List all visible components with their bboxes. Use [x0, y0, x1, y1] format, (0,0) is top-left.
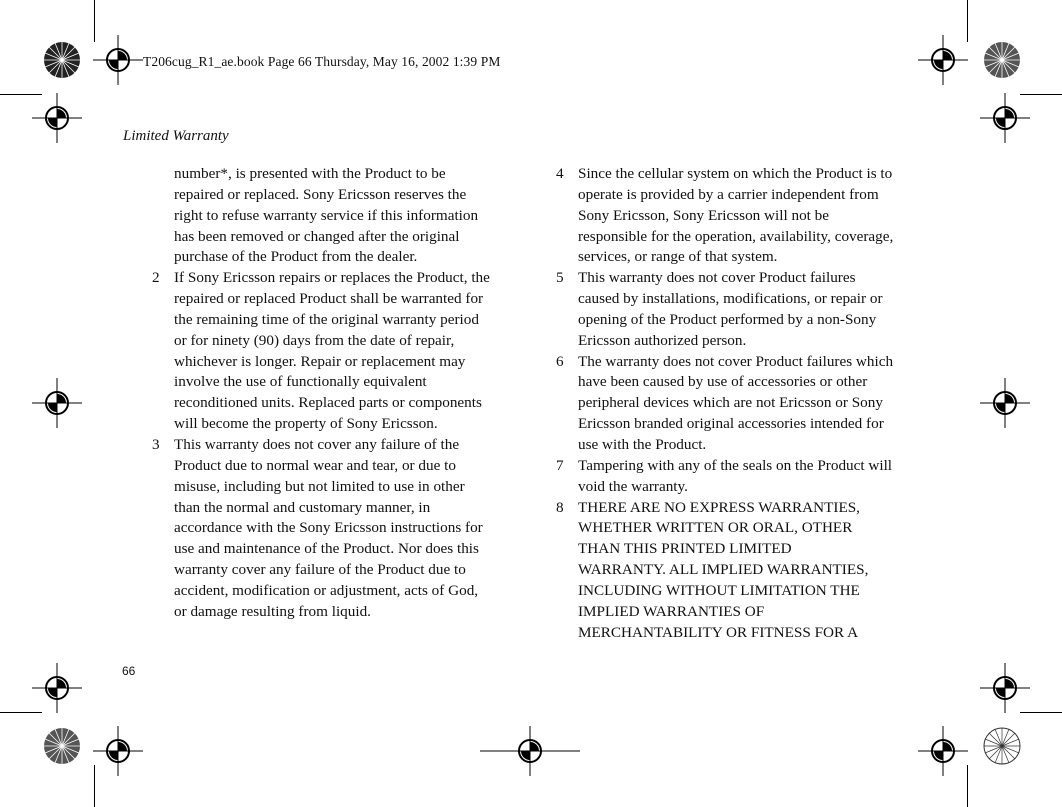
registration-target-icon [93, 35, 143, 85]
registration-target-icon [918, 35, 968, 85]
starburst-mark-icon [42, 40, 82, 80]
item-number: 2 [152, 269, 160, 287]
running-head: Limited Warranty [123, 128, 229, 144]
item-text: The warranty does not cover Product failures which have been caused by use of accessories or other peripheral devices which are not Ericsson or Sony Ericsson branded original accessories intended for use with the Product. [578, 352, 894, 453]
list-item [552, 352, 912, 456]
item-number: 3 [152, 435, 160, 453]
list-item [552, 456, 912, 498]
list-item [552, 164, 912, 268]
page-number: 66 [122, 664, 136, 678]
item-text: If Sony Ericsson repairs or replaces the Product, the repaired or replaced Product shall be warranted for the remaining time of the original warranty period or for ninety (90) days from the date of repair, whichever is longer. Repair or replacement may involve the use of functionally equivalent reconditioned units. Replaced parts or components will become the property of Sony Ericsson. [174, 269, 490, 433]
item-number: 6 [556, 352, 564, 370]
list-item [148, 268, 508, 435]
left-column [148, 164, 508, 623]
starburst-mark-icon [982, 40, 1022, 80]
registration-target-icon [980, 378, 1030, 428]
registration-target-icon [32, 378, 82, 428]
item-text: This warranty does not cover any failure of the Product due to normal wear and tear, or due to misuse, including but not limited to use in other than the normal and customary manner, in accordance with the Sony Ericsson instructions for use and maintenance of the Product. Nor does this warranty cover any failure of the Product due to accident, modification or adjustment, acts of God, or damage resulting from liquid. [174, 435, 483, 620]
starburst-mark-icon [42, 726, 82, 766]
registration-target-icon [480, 726, 580, 776]
continuation-paragraph: number*, is presented with the Product to be repaired or replaced. Sony Ericsson reserves the right to refuse warranty service if this information has been removed or changed after the original purchase of the Product from the dealer. [174, 165, 479, 266]
list-item [552, 498, 912, 644]
item-number: 7 [556, 456, 564, 474]
item-text: Tampering with any of the seals on the Product will void the warranty. [578, 456, 893, 495]
item-number: 4 [556, 165, 564, 182]
registration-target-icon [980, 663, 1030, 713]
right-column [552, 164, 912, 643]
item-text: THERE ARE NO EXPRESS WARRANTIES, WHETHER WRITTEN OR ORAL, OTHER THAN THIS PRINTED LIMITED WARRANTY. ALL IMPLIED WARRANTIES, INCLUDING WITHOUT LIMITATION THE IMPLIED WARRANTIES OF MERCHANTABILITY OR FITNESS FOR A [578, 498, 869, 641]
registration-target-icon [93, 726, 143, 776]
registration-target-icon [32, 93, 82, 143]
list-item [552, 268, 912, 351]
registration-target-icon [918, 726, 968, 776]
item-number: 5 [556, 269, 564, 287]
list-item [148, 435, 508, 623]
registration-target-icon [32, 663, 82, 713]
item-text: Since the cellular system on which the Product is to operate is provided by a carrier independent from Sony Ericsson, Sony Ericsson will not be responsible for the operation, availability, coverage, services, or range of that system. [578, 165, 894, 266]
print-slug: T206cug_R1_ae.book Page 66 Thursday, May 16, 2002 1:39 PM [143, 54, 501, 69]
item-text: This warranty does not cover Product failures caused by installations, modifications, or repair or opening of the Product performed by a non-Sony Ericsson authorized person. [578, 269, 883, 349]
item-number: 8 [556, 498, 564, 516]
registration-target-icon [980, 93, 1030, 143]
starburst-mark-icon [982, 726, 1022, 766]
